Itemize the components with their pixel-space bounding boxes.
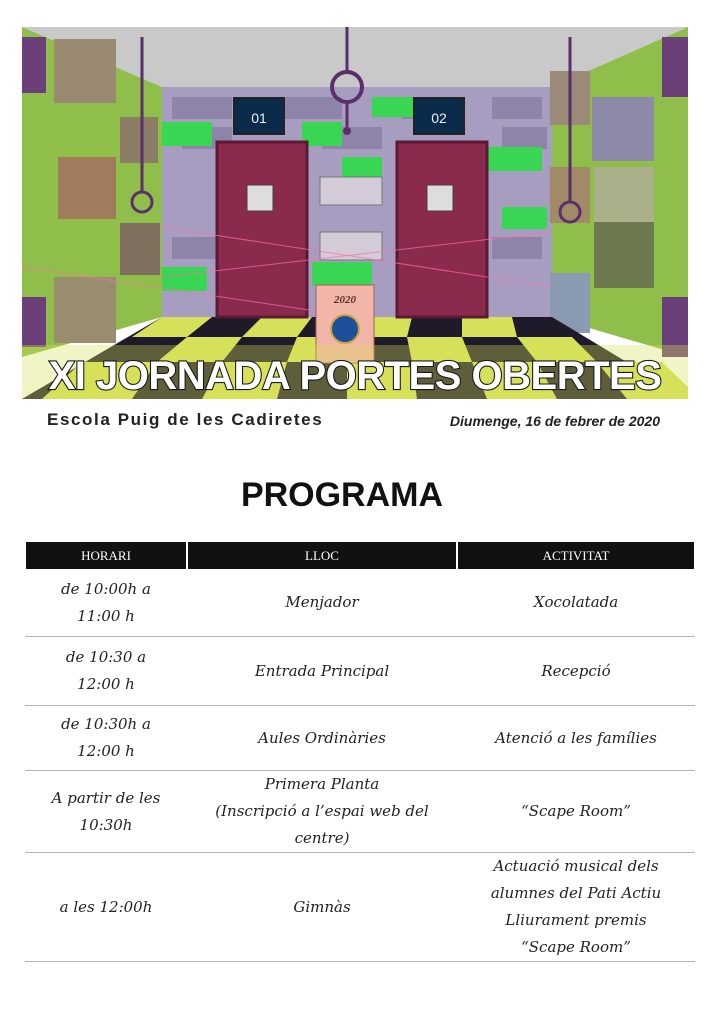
schedule-table — [24, 542, 696, 962]
cell-lloc: Entrada Principal — [187, 637, 457, 706]
cell-lloc: Gimnàs — [187, 853, 457, 962]
escape-room-illustration — [22, 27, 688, 399]
table-row — [25, 853, 695, 962]
cell-horari: de 10:30h a 12:00 h — [25, 706, 187, 771]
programa-heading: PROGRAMA — [240, 476, 444, 514]
cell-horari: de 10:00h a 11:00 h — [25, 569, 187, 637]
cell-activitat: Actuació musical dels alumnes del Pati Actiu Lliurament premis “Scape Room” — [457, 853, 695, 962]
cell-activitat: Xocolatada — [457, 569, 695, 637]
column-header-lloc: LLOC — [187, 542, 457, 569]
event-banner — [22, 27, 688, 399]
cell-lloc: Aules Ordinàries — [187, 706, 457, 771]
column-header-activitat: ACTIVITAT — [457, 542, 695, 569]
door-02-illustration — [397, 142, 487, 317]
cell-horari: A partir de les 10:30h — [25, 771, 187, 853]
cell-activitat: Atenció a les famílies — [457, 706, 695, 771]
table-row — [25, 637, 695, 706]
table-row — [25, 569, 695, 637]
cell-lloc: Menjador — [187, 569, 457, 637]
column-header-horari: HORARI — [25, 542, 187, 569]
event-title: XI JORNADA PORTES OBERTES — [48, 354, 662, 398]
door-01-illustration — [217, 142, 307, 317]
event-date: Diumenge, 16 de febrer de 2020 — [449, 413, 660, 429]
cell-horari: a les 12:00h — [25, 853, 187, 962]
table-header-row — [25, 542, 695, 569]
cell-lloc: Primera Planta (Inscripció a l’espai web del centre) — [187, 771, 457, 853]
table-row — [25, 771, 695, 853]
table-row — [25, 706, 695, 771]
cell-horari: de 10:30 a 12:00 h — [25, 637, 187, 706]
ballot-box-label: 2020 — [334, 294, 356, 306]
cell-activitat: Recepció — [457, 637, 695, 706]
cell-activitat: “Scape Room” — [457, 771, 695, 853]
door-01-number: 01 — [251, 110, 267, 126]
door-02-number: 02 — [431, 110, 447, 126]
school-name: Escola Puig de les Cadiretes — [47, 410, 324, 429]
